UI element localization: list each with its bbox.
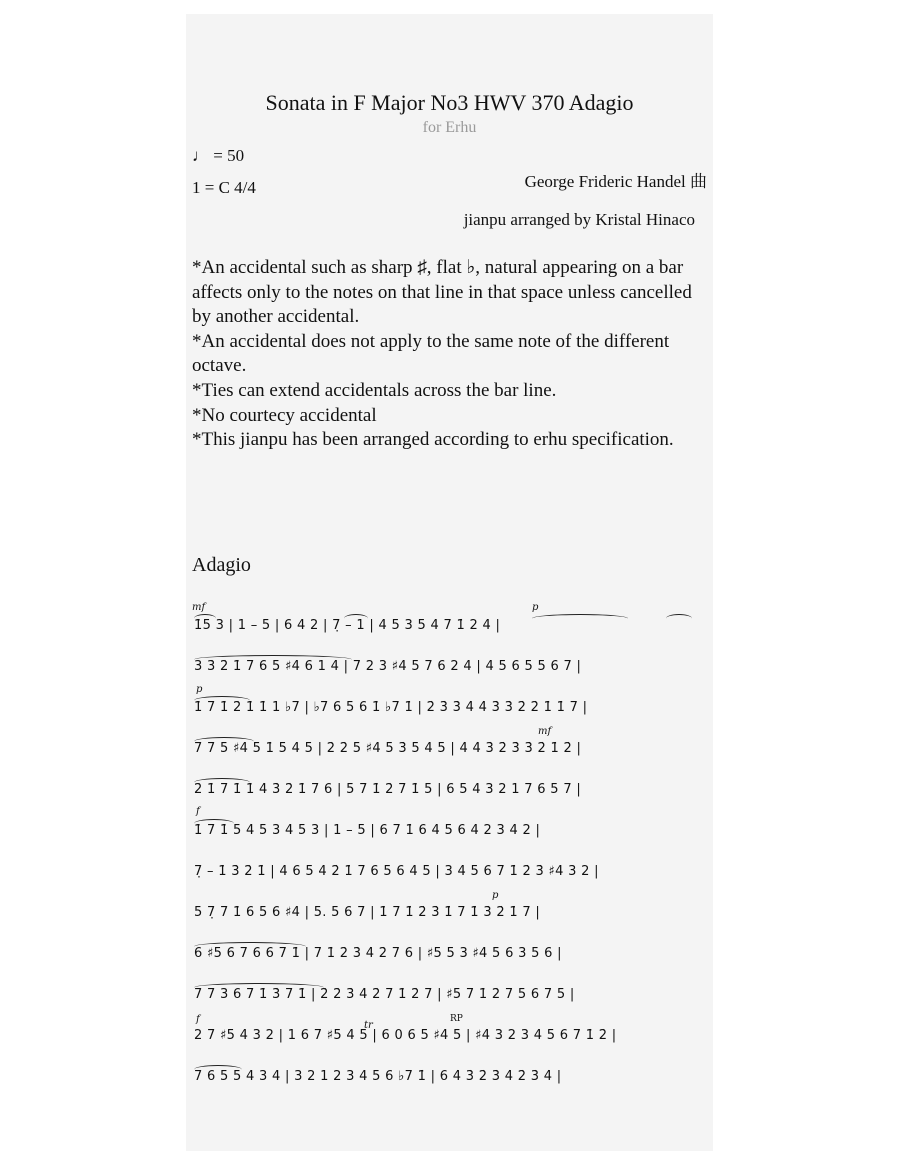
dynamic-p: p [492,890,499,901]
slur [194,696,250,705]
page-subtitle: for Erhu [422,119,477,136]
score-line-4: 7 7 5 ♯4 5 1̇ 5 4 5 | 2̇ 2̇ 5 ♯4 5 3̇ 5 4 5 | 4̇ 4̇ 3̇ 2̇ 3̇ 3̇ 2̇ 1̇ 2̇ | [194,741,582,756]
score-line-2: 3 3̇ 2̇ 1̇ 7 6 5 ♯4 6 1 4 | 7 2 3 ♯4 5 7 6 2 4 | 4 5 6 5 5 6 7 | [194,659,582,674]
tempo-marking: ♩ = 50 [192,146,245,165]
score-line-3: 1̇ 7 1̇ 2̇ 1̇ 1̇ 1 ♭7 | ♭7 6 5 6 1̇ ♭7 1̇ | 2̇ 3̇ 3̇ 4̇ 4̇ 3̇ 3̇ 2̇ 2̇ 1̇ 1̇ 7 | [194,700,588,715]
dynamic-p: p [532,602,539,613]
slur [194,737,254,746]
score-line-5: 2̇ 1̇ 7 1̇ 1̇ 4̇ 3̇ 2̇ 1̇ 7 6 | 5 7 1̇ 2̇ 7 1̇ 5 | 6 5 4 3 2 1 7 6 5 7 | [194,782,581,797]
note-accidental-scope: *An accidental such as sharp ♯, flat ♭, natural appearing on a bar affects only to the notes on that line in that space unless cancelled by another accidental. [192,257,692,328]
slur [194,655,352,664]
slur [532,614,628,623]
note-ties: *Ties can extend accidentals across the bar line. [192,379,557,401]
page-title: Sonata in F Major No3 HWV 370 Adagio [265,90,634,115]
score-line-9: 6 ♯5 6 7 6 6 7 1̇ | 7 1̇ 2̇ 3̇ 4̇ 2̇ 7 6 | ♯5 5 3 ♯4 5 6 3 5 6 | [194,946,562,961]
score-line-7: 7̣ – 1̇ 3̇ 2̇ 1̇ | 4 6 5 4 2̇ 1̇ 7 6 5 6 4 5 | 3 4 5 6 7 1̇ 2̇ 3̇ ♯4 3 2 | [194,864,599,879]
score-line-6: 1̇ 7 1̇ 5 4 5 3 4 5 3 | 1 – 5 | 6 7 1̇ 6 4 5 6 4 2 3 4 2 | [194,823,541,838]
slur [344,614,368,623]
arranger-credit: jianpu arranged by Kristal Hinaco [463,210,695,229]
key-signature: 1 = C 4/4 [192,178,256,197]
section-marking: Adagio [192,554,251,576]
note-octave: *An accidental does not apply to the same note of the different octave. [192,330,670,377]
score-line-12: 7 6 5 5 4 3 4 | 3 2 1 2 3 4 5 6 ♭7 1̇ | 6 4̇ 3̇ 2̇ 3̇ 4̇ 2̇ 3̇ 4̇ | [194,1069,562,1084]
dynamic-mf: mf [192,602,206,613]
dynamic-f: f [196,1014,200,1025]
score-page [186,14,713,1151]
slur [194,942,306,951]
score-line-11: 2 7 ♯5 4 3 2 | 1 6 7 ♯5 4 5 | 6 0 6 5 ♯4 5 | ♯4 3 2 3 4 5 6 7 1̇ 2̇ | [194,1028,617,1043]
note-courtesy: *No courtecy accidental [192,404,377,426]
dynamic-p: p [196,684,203,695]
slur [194,983,324,992]
dynamic-f: f [196,806,200,817]
composer-credit: George Frideric Handel 曲 [524,172,707,191]
trill-mark: tr [364,1020,373,1031]
dynamic-mf: mf [538,726,552,737]
note-erhu: *This jianpu has been arranged according to erhu specification. [192,429,674,451]
score-line-10: 7 7 3 6 7 1̇ 3̇ 7 1̇ | 2̇ 2̇ 3̇ 4̇ 2̇ 7 1̇ 2̇ 7 | ♯5 7 1̇ 2̇ 7 5 6 7 5 | [194,987,575,1002]
ornament-mark: RP [450,1014,463,1024]
slur [194,1065,242,1074]
slur [194,778,250,787]
score-line-1: 1̇5 3 | 1 – 5 | 6 4 2 | 7̣ – 1 | 4 5 3 5 4 7 1̇ 2 4 | [194,618,501,633]
slur [194,614,216,623]
performance-notes [192,256,708,453]
slur [666,614,692,623]
score-line-8: 5 7̣ 7 1̇ 6 5 6 ♯4 | 5. 5 6 7 | 1̇ 7 1̇ 2̇ 3̇ 1̇ 7 1̇ 3̇ 2̇ 1̇ 7 | [194,905,541,920]
slur [194,819,234,828]
